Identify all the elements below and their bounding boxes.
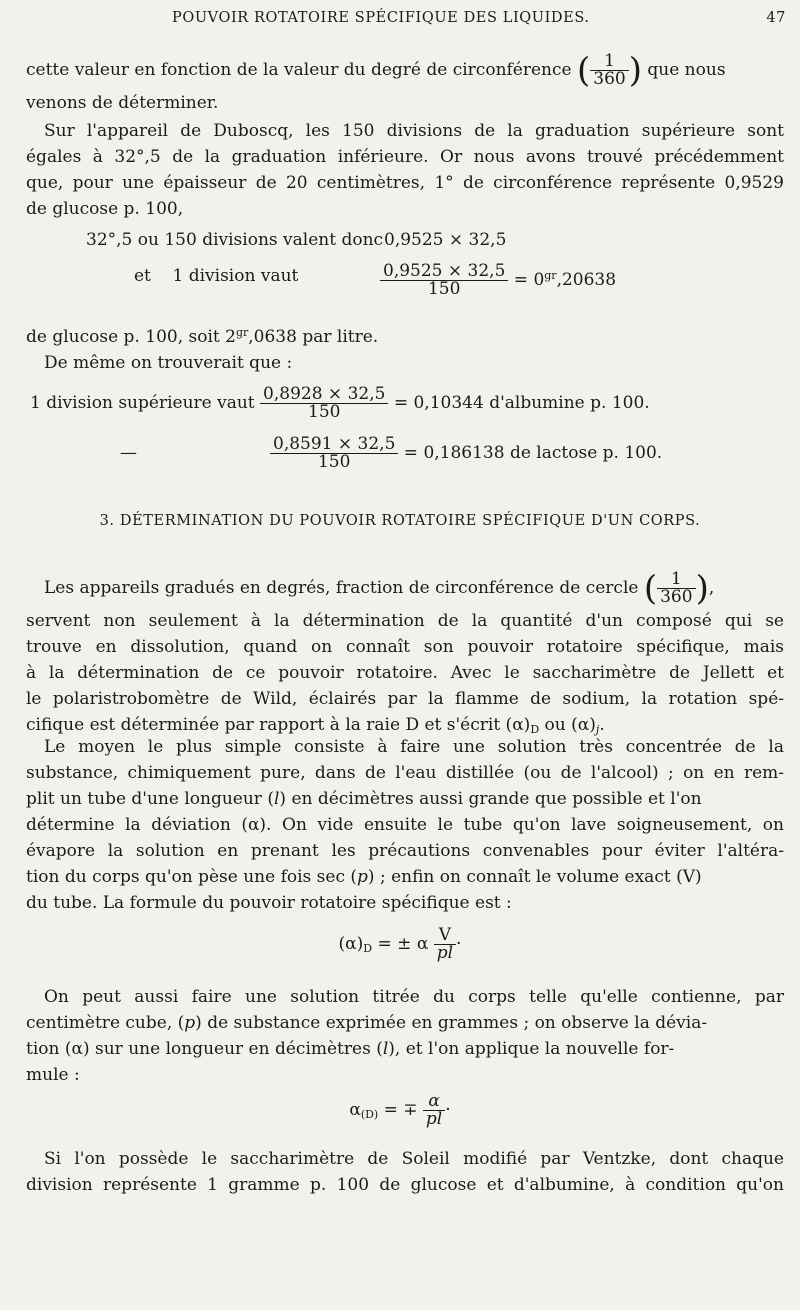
paragraph-2-line-2: égales à 32°,5 de la graduation inférieure. Or nous avons trouvé précédemment [26, 147, 784, 167]
p4-text-b: , [708, 578, 715, 598]
paragraph-2-line-4: de glucose p. 100, [26, 199, 184, 219]
paragraph-4-line-2: servent non seulement à la détermination de la quantité d'un composé qui se [26, 611, 784, 631]
p3-text-a: de glucose p. 100, soit 2 [26, 327, 236, 347]
paragraph-5-line-2: substance, chimiquement pure, dans de l'eau distillée (ou de l'alcool) ; on en rem- [26, 763, 784, 783]
p3-text-b: ,0638 par litre. [248, 327, 379, 347]
p1-text-a: cette valeur en fonction de la valeur du degré de circonférence [26, 60, 572, 80]
paragraph-6-line-4: mule : [26, 1065, 80, 1085]
running-header [0, 10, 800, 34]
subscript-d: (D) [360, 1108, 379, 1121]
open-paren: ( [577, 50, 591, 91]
formula-2-fraction [423, 1093, 445, 1128]
p5-l3-text-a: plit un tube d'une longueur ( [26, 789, 274, 809]
p1-text-b: que nous [647, 60, 726, 80]
formula-2-sign: = ∓ [378, 1100, 423, 1120]
subscript-d: D [530, 723, 540, 736]
calc-4-dash: — [120, 443, 137, 463]
calc-2-equals: = 0 [513, 270, 545, 290]
paragraph-4 [26, 568, 784, 743]
paragraph-2-line-1: Sur l'appareil de Duboscq, les 150 divisions de la graduation supérieure sont [44, 121, 784, 141]
paragraph-4-line-3: trouve en dissolution, quand on connaît son pouvoir rotatoire spécifique, mais [26, 637, 784, 657]
calc-2-fraction [380, 263, 508, 298]
formula-specific-rotation [0, 922, 800, 971]
calc-3-fraction [260, 386, 388, 421]
variable-l: l [382, 1039, 389, 1059]
paragraph-6-line-1: On peut aussi faire une solution titrée du corps telle qu'elle contienne, par [44, 987, 784, 1007]
p6-l2-text-b: ) de substance exprimée en grammes ; on observe la dévia- [195, 1013, 708, 1033]
p4-l6-text-a: cifique est déterminée par rapport à la raie D et s'écrit (α) [26, 715, 531, 735]
calc-4-result: = 0,186138 de lactose p. 100. [403, 443, 663, 463]
paragraph-2 [26, 118, 784, 222]
paragraph-4-line-5: le polaristrobomètre de Wild, éclairés par la flamme de sodium, la rotation spé- [26, 689, 784, 709]
paragraph-7 [26, 1146, 784, 1198]
calc-1-value: 0,9525 × 32,5 [384, 230, 507, 250]
p4-l6-text-b: ou (α) [539, 715, 596, 735]
paragraph-6-line-2 [26, 1010, 784, 1036]
variable-p: p [184, 1013, 196, 1033]
formula-1-sign: = ± α [372, 934, 429, 954]
paragraph-3-line-2: De même on trouverait que : [44, 353, 293, 373]
calc-1-label: 32°,5 ou 150 divisions valent donc [86, 230, 384, 250]
formula-2-dot: · [445, 1100, 451, 1120]
running-title: POUVOIR ROTATOIRE SPÉCIFIQUE DES LIQUIDES. [172, 10, 590, 26]
calc-2-label: et 1 division vaut [134, 266, 299, 286]
calc-3-label: 1 division supérieure vaut [30, 393, 255, 413]
close-paren: ) [695, 568, 709, 609]
subscript-j: j [595, 723, 600, 736]
section-heading: 3. DÉTERMINATION DU POUVOIR ROTATOIRE SPÉCIFIQUE D'UN CORPS. [99, 513, 701, 529]
open-paren: ( [643, 568, 658, 609]
calc-line-1-value [384, 230, 506, 250]
paragraph-5-line-7: du tube. La formule du pouvoir rotatoire spécifique est : [26, 893, 512, 913]
paragraph-5-line-5: évapore la solution en prenant les précautions convenables pour éviter l'altéra- [26, 841, 784, 861]
p6-l2-text-a: centimètre cube, ( [26, 1013, 185, 1033]
paragraph-5-line-4: détermine la déviation (α). On vide ensuite le tube qu'on lave soigneusement, on [26, 815, 784, 835]
fraction-denominator: pl [436, 943, 454, 963]
paragraph-1-line-1 [26, 50, 784, 90]
fraction-denominator: 150 [427, 279, 461, 299]
paragraph-1 [26, 50, 784, 116]
paragraph-5 [26, 734, 784, 916]
fraction-1-360 [590, 53, 628, 88]
fraction-numerator: 1 [657, 571, 695, 589]
close-paren: ) [628, 50, 642, 91]
paragraph-7-line-2: division représente 1 gramme p. 100 de glucose et d'albumine, à condition qu'on [26, 1175, 784, 1195]
calc-line-3 [30, 383, 650, 423]
calc-3-result: = 0,10344 d'albumine p. 100. [393, 393, 650, 413]
calc-line-1 [86, 230, 383, 250]
calc-2-result: ,20638 [556, 270, 617, 290]
paragraph-5-line-6 [26, 864, 784, 890]
calc-line-4 [270, 433, 662, 473]
calc-line-4-dash [120, 433, 137, 473]
p4-text-a: Les appareils gradués en degrés, fraction de circonférence de cercle [44, 578, 639, 598]
subscript-d: D [363, 942, 373, 955]
paragraph-4-line-1 [26, 568, 784, 608]
fraction-numerator: 0,8928 × 32,5 [260, 386, 388, 404]
p6-l3-text-a: tion (α) sur une longueur en décimètres ( [26, 1039, 383, 1059]
paragraph-1-line-2: venons de déterminer. [26, 93, 219, 113]
fraction-1-360 [657, 571, 695, 606]
fraction-numerator: 1 [590, 53, 628, 71]
paragraph-6-line-3 [26, 1036, 784, 1062]
variable-l: l [273, 789, 280, 809]
p5-l6-text-b: ) ; enfin on connaît le volume exact (V) [367, 867, 702, 887]
formula-1-fraction [434, 927, 456, 962]
paragraph-5-line-1: Le moyen le plus simple consiste à faire une solution très concentrée de la [44, 737, 784, 757]
fraction-numerator: V [434, 927, 456, 945]
formula-1-dot: · [456, 934, 462, 954]
fraction-denominator: 360 [593, 69, 626, 89]
fraction-numerator: α [423, 1093, 445, 1111]
paragraph-2-line-3: que, pour une épaisseur de 20 centimètres, 1° de circonférence représente 0,9529 [26, 173, 784, 193]
p5-l3-text-b: ) en décimètres aussi grande que possible et l'on [279, 789, 702, 809]
paragraph-3-line-1 [26, 320, 784, 350]
p4-l6-text-c: . [599, 715, 605, 735]
formula-1-alpha: (α) [338, 934, 364, 954]
paragraph-7-line-1: Si l'on possède le saccharimètre de Soleil modifié par Ventzke, dont chaque [44, 1149, 784, 1169]
variable-p: p [357, 867, 368, 887]
paragraph-3 [26, 320, 784, 376]
fraction-numerator: 0,9525 × 32,5 [380, 263, 508, 281]
page-number: 47 [766, 10, 786, 26]
p5-l6-text-a: tion du corps qu'on pèse une fois sec ( [26, 867, 358, 887]
unit-gram: gr [235, 326, 249, 339]
formula-2-alpha: α [349, 1100, 361, 1120]
calc-line-2-formula [380, 256, 616, 300]
unit-gram: gr [544, 269, 557, 282]
formula-titrated-solution [0, 1088, 800, 1137]
calc-4-fraction [270, 436, 398, 471]
fraction-denominator: 360 [660, 587, 693, 607]
paragraph-4-line-4: à la détermination de ce pouvoir rotatoire. Avec le saccharimètre de Jellett et [26, 663, 784, 683]
fraction-denominator: 150 [308, 402, 341, 422]
fraction-numerator: 0,8591 × 32,5 [270, 436, 398, 454]
calc-line-2 [134, 256, 298, 296]
fraction-denominator: pl [425, 1109, 443, 1129]
fraction-denominator: 150 [317, 452, 351, 472]
p6-l3-text-b: ), et l'on applique la nouvelle for- [388, 1039, 675, 1059]
paragraph-5-line-3 [26, 786, 784, 812]
paragraph-6 [26, 984, 784, 1088]
